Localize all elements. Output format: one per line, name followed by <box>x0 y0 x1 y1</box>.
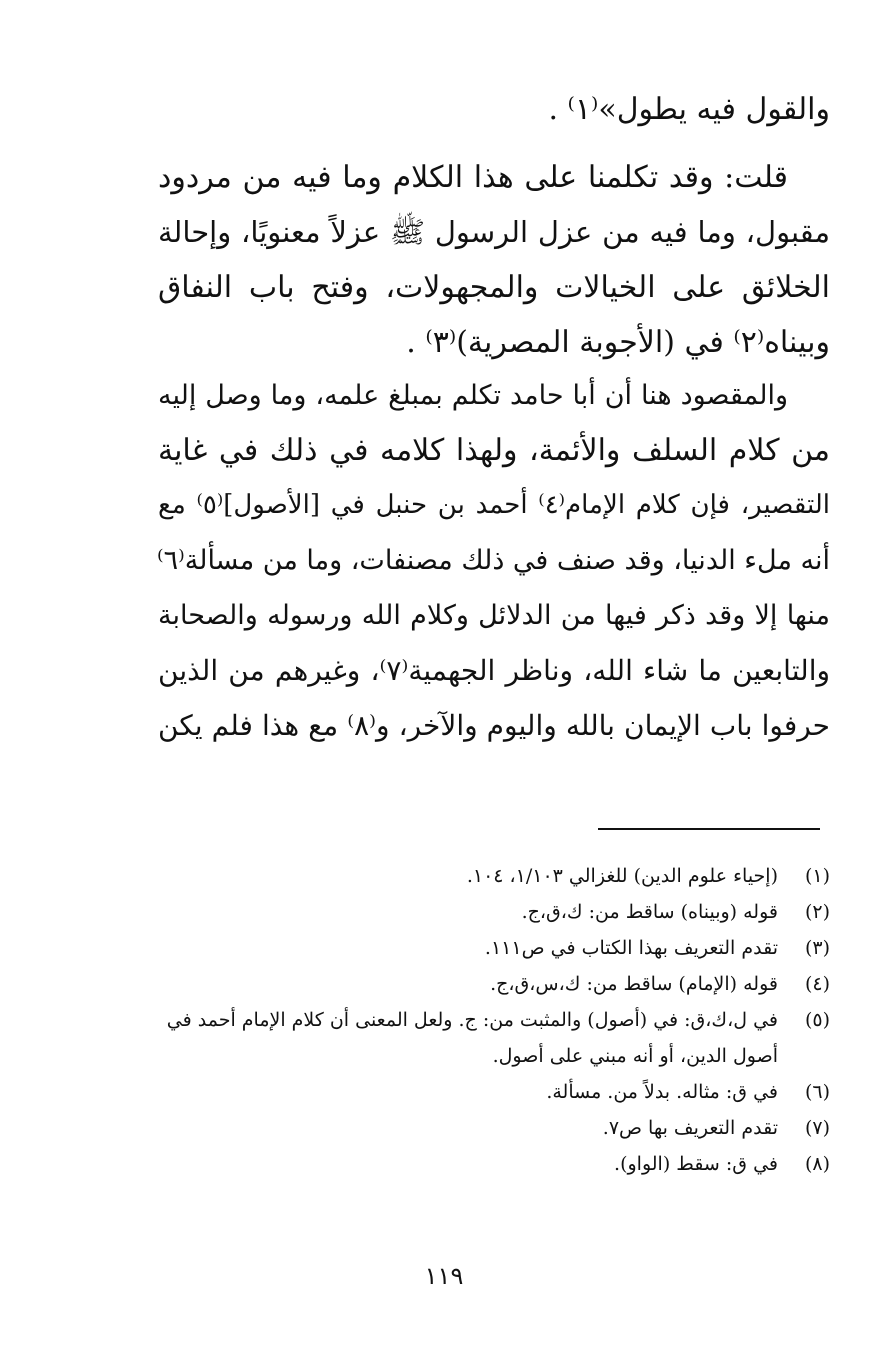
footnote <box>150 858 830 894</box>
footnote-number: (٧) <box>804 1117 830 1139</box>
text-line: والتابعين ما شاء الله، وناظر الجهمية⁽٧⁾، وغيرهم من الذين <box>158 654 830 687</box>
footnote-separator <box>598 828 820 830</box>
footnote-number: (٤) <box>804 973 830 995</box>
footnote-number: (٣) <box>804 937 830 959</box>
footnote-text: في ق: سقط (الواو). <box>614 1153 778 1175</box>
text-line: وبيناه⁽٢⁾ في (الأجوبة المصرية)⁽٣⁾ . <box>406 325 830 360</box>
paragraph-1 <box>158 82 830 137</box>
text-line: التقصير، فإن كلام الإمام⁽٤⁾ أحمد بن حنبل في [الأصول]⁽٥⁾ مع <box>158 490 830 520</box>
text-line: قلت: وقد تكلمنا على هذا الكلام وما فيه من مردود <box>158 160 788 195</box>
text-line: من كلام السلف والأئمة، ولهذا كلامه في ذلك في غاية <box>158 433 830 468</box>
text-line: منها إلا وقد ذكر فيها من الدلائل وكلام الله ورسوله والصحابة <box>158 600 830 631</box>
page-number: ١١٩ <box>424 1262 464 1290</box>
text-line: والمقصود هنا أن أبا حامد تكلم بمبلغ علمه، وما وصل إليه <box>158 380 788 411</box>
footnote-text: تقدم التعريف بهذا الكتاب في ص١١١. <box>484 937 778 959</box>
footnote-text: في ق: مثاله. بدلاً من. مسألة. <box>546 1081 778 1103</box>
text-line: أنه ملء الدنيا، وقد صنف في ذلك مصنفات، وما من مسألة⁽٦⁾ <box>156 545 830 576</box>
footnote <box>150 1110 830 1146</box>
footnote-text: تقدم التعريف بها ص٧. <box>602 1117 778 1139</box>
footnote <box>150 1074 830 1110</box>
footnote-number: (٨) <box>804 1153 830 1175</box>
paragraph-2 <box>158 150 830 370</box>
footnote-number: (٥) <box>804 1009 830 1031</box>
footnote <box>150 966 830 1002</box>
text-line: مقبول، وما فيه من عزل الرسول ﷺ عزلاً معنويًا، وإحالة <box>158 215 830 249</box>
footnote-text: (إحياء علوم الدين) للغزالي ١/١٠٣، ١٠٤. <box>466 865 778 887</box>
footnote-text: قوله (الإمام) ساقط من: ك،س،ق،ج. <box>490 973 778 995</box>
footnote <box>150 1002 830 1074</box>
footnote-text: قوله (وبيناه) ساقط من: ك،ق،ج. <box>521 901 778 923</box>
text-line: حرفوا باب الإيمان بالله واليوم والآخر، و⁽٨⁾ مع هذا فلم يكن <box>158 709 830 742</box>
footnote-number: (٦) <box>804 1081 830 1103</box>
paragraph-3 <box>158 368 830 753</box>
text-line: الخلائق على الخيالات والمجهولات، وفتح باب النفاق <box>158 270 830 305</box>
footnote-number: (١) <box>804 865 830 887</box>
footnotes <box>150 858 830 1182</box>
footnote <box>150 1146 830 1182</box>
footnote <box>150 894 830 930</box>
footnote <box>150 930 830 966</box>
text-line: والقول فيه يطول»⁽١⁾ . <box>548 92 830 127</box>
footnote-text: في ل،ك،ق: في (أصول) والمثبت من: ج. ولعل المعنى أن كلام الإمام أحمد في أصول الدين، أو أنه مبني على أصول. <box>166 1009 778 1067</box>
footnote-number: (٢) <box>804 901 830 923</box>
